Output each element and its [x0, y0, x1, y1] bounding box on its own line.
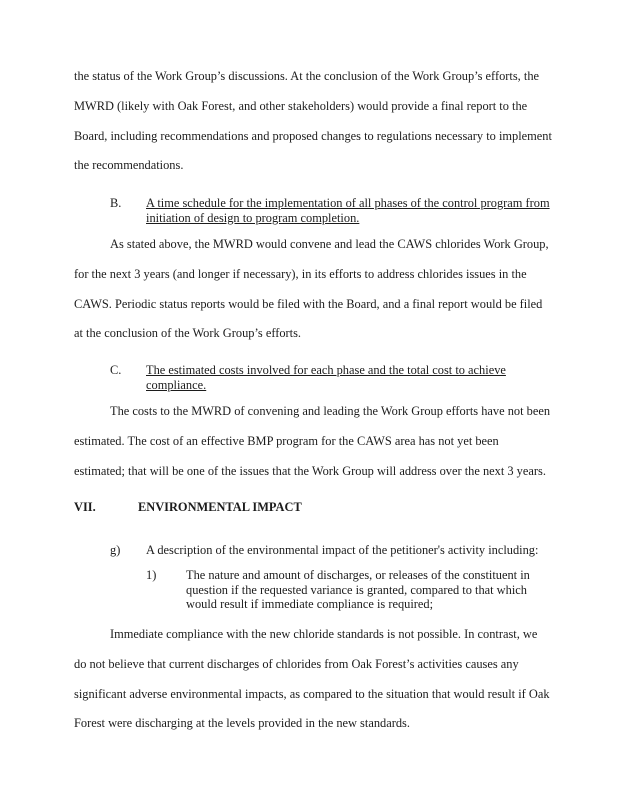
section-title: ENVIRONMENTAL IMPACT [138, 500, 302, 514]
item-g-text: A description of the environmental impact of the petitioner's activity including: [146, 543, 539, 557]
paragraph-time-schedule: As stated above, the MWRD would convene and lead the CAWS chlorides Work Group, for the next 3 years (and longer if necessary), in its efforts to address chlorides issues in the CAWS. Periodic status reports would be filed with the Board, and a final report would be filed at the conclusion of the Work Group’s efforts. [74, 237, 549, 341]
section-heading [74, 500, 302, 515]
item-c-marker: C. [110, 363, 122, 377]
item-1-marker: 1) [146, 568, 157, 582]
section-number: VII. [74, 500, 96, 514]
item-g-marker: g) [110, 543, 121, 557]
item-1-text: The nature and amount of discharges, or releases of the constituent in question if the requested variance is granted, compared to that which would result if immediate compliance is required; [186, 568, 530, 611]
paragraph-environmental-impact: Immediate compliance with the new chloride standards is not possible. In contrast, we do not believe that current discharges of chlorides from Oak Forest’s activities causes any significant adverse environmental impacts, as compared to the situation that would result if Oak Forest were discharging at the levels provided in the new standards. [74, 627, 550, 731]
item-b-text: A time schedule for the implementation of all phases of the control program from initiation of design to program completion. [146, 196, 550, 225]
paragraph-work-group-status: the status of the Work Group’s discussions. At the conclusion of the Work Group’s efforts, the MWRD (likely with Oak Forest, and other stakeholders) would provide a final report to the Board, including recommendations and proposed changes to regulations necessary to implement the recommendations. [74, 69, 552, 173]
paragraph-estimated-costs: The costs to the MWRD of convening and leading the Work Group efforts have not been estimated. The cost of an effective BMP program for the CAWS area has not yet been estimated; that will be one of the issues that the Work Group will address over the next 3 years. [74, 404, 551, 478]
item-c-text: The estimated costs involved for each phase and the total cost to achieve compliance. [146, 363, 506, 392]
item-b-marker: B. [110, 196, 122, 210]
